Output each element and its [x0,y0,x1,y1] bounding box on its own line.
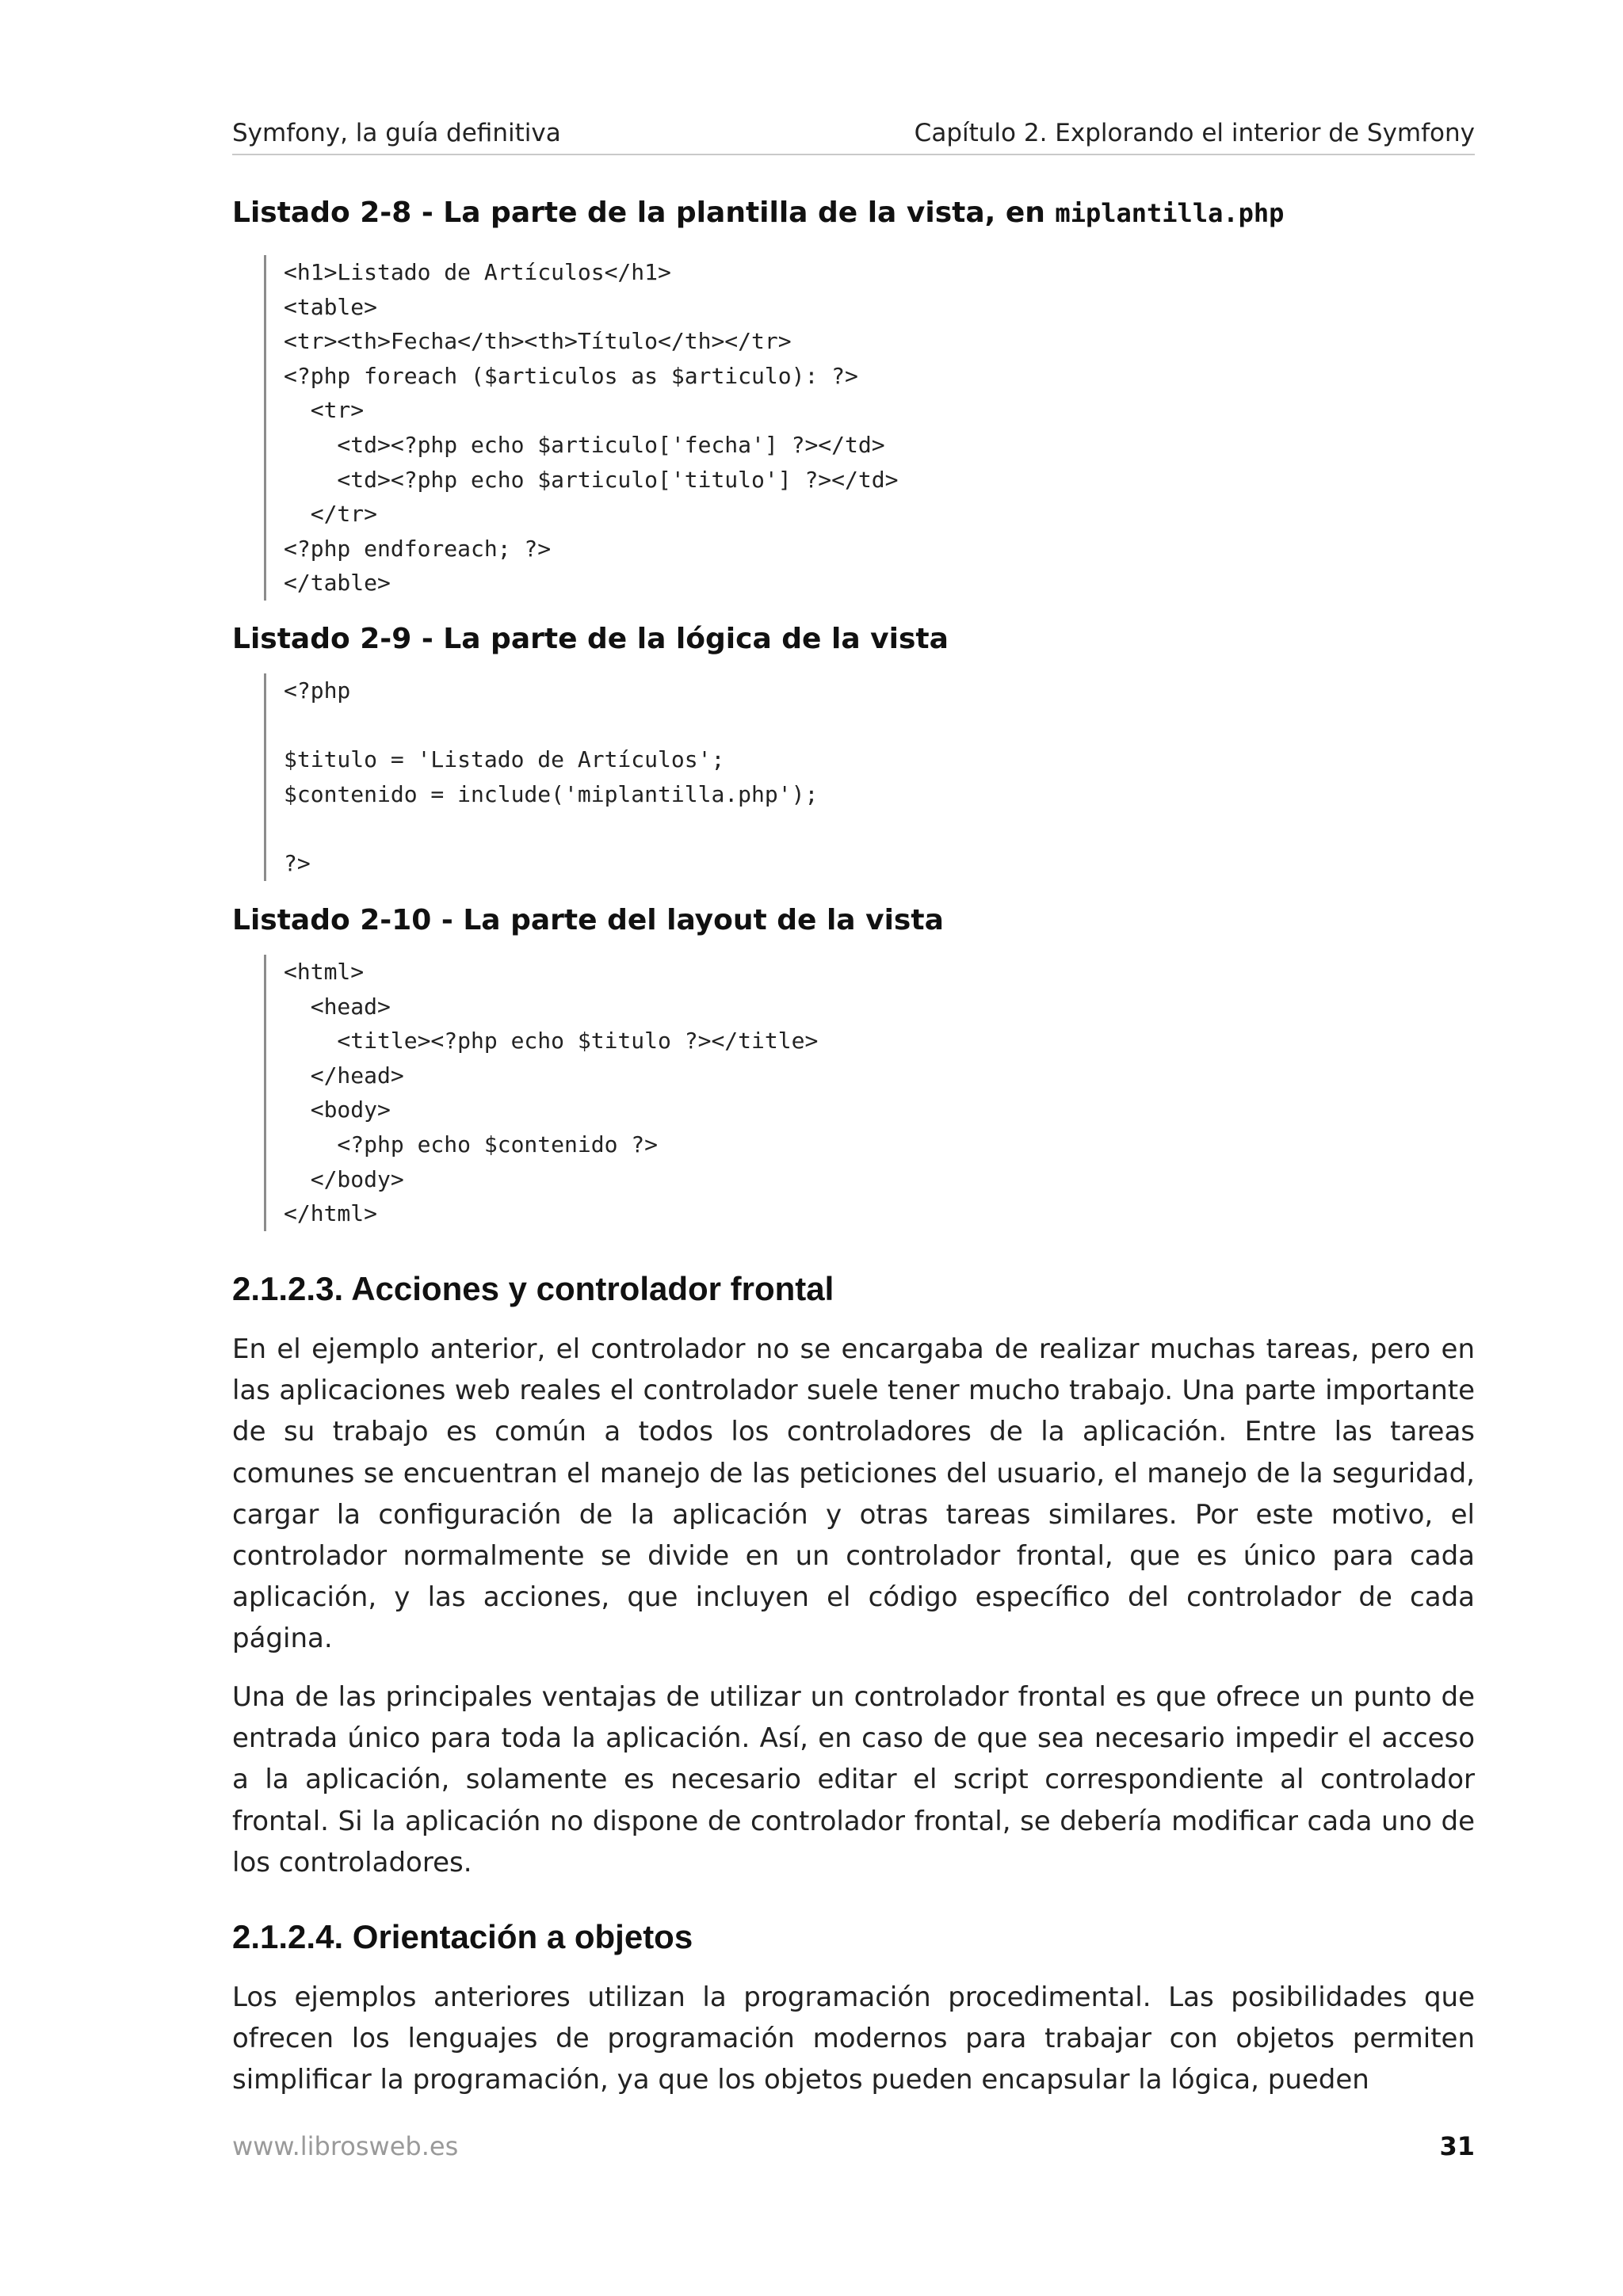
page-header [232,116,1475,155]
code-line [284,708,818,743]
code-line: <?php [284,677,351,704]
code-line: </head> [284,1062,404,1089]
code-line: $contenido = include('miplantilla.php'); [284,780,819,807]
code-line [284,811,818,846]
listing-2-9-title: Listado 2-9 - La parte de la lógica de la vista [232,623,949,655]
code-line: <h1>Listado de Artículos</h1> [284,259,671,285]
code-line: <table> [284,293,378,320]
section-heading-2-1-2-3: 2.1.2.3. Acciones y controlador frontal [232,1270,834,1307]
code-line: <title><?php echo $titulo ?></title> [284,1028,819,1055]
code-block-listing-2-9 [264,673,818,881]
listing-2-8-title [232,196,1284,229]
code-line: <td><?php echo $articulo['fecha'] ?></td> [284,431,885,458]
book-title: Symfony, la guía definitiva [232,119,561,147]
paragraph-front-controller-1: En el ejemplo anterior, el controlador no se encargaba de realizar muchas tareas, pero en las aplicaciones web reales el controlador suele tener mucho trabajo. Una parte importante de su trabajo es común a todos los controladores de la aplicación. Entre las tareas comunes se encuentran el manejo de las peticiones del usuario, el manejo de la seguridad, cargar la configuración de la aplicación y otras tareas similares. Por este motivo, el controlador normalmente se divide en un controlador frontal, que es único para cada aplicación, y las acciones, que incluyen el código específico del controlador de cada página. [232,1333,1475,1655]
code-line: <td><?php echo $articulo['titulo'] ?></td> [284,466,899,493]
code-line: </html> [284,1200,378,1227]
code-line: <?php echo $contenido ?> [284,1131,659,1158]
code-line: </tr> [284,501,378,528]
code-block-listing-2-10 [264,955,818,1231]
code-line: <?php endforeach; ?> [284,535,552,562]
code-line: ?> [284,849,311,876]
chapter-title: Capítulo 2. Explorando el interior de Symfony [914,119,1475,147]
code-block-listing-2-8 [264,255,898,601]
paragraph-front-controller-2: Una de las principales ventajas de utilizar un controlador frontal es que ofrece un punto de entrada único para toda la aplicación. Así, en caso de que sea necesario impedir el acceso a la aplicación, solamente es necesario editar el script correspondiente al controlador frontal. Si la aplicación no dispone de controlador frontal, se debería modificar cada uno de los controladores. [232,1681,1475,1878]
footer-website: www.librosweb.es [232,2131,459,2161]
listing-2-8-filename: miplantilla.php [1055,198,1285,228]
code-line: <html> [284,959,365,985]
code-line: $titulo = 'Listado de Artículos'; [284,746,725,773]
code-line: <tr><th>Fecha</th><th>Título</th></tr> [284,328,792,355]
listing-2-10-title: Listado 2-10 - La parte del layout de la vista [232,904,944,936]
code-line: <body> [284,1097,391,1123]
code-line: </table> [284,570,391,597]
code-line: </body> [284,1165,404,1192]
code-line: <tr> [284,397,365,424]
section-heading-2-1-2-4: 2.1.2.4. Orientación a objetos [232,1918,693,1955]
code-line: <?php foreach ($articulos as $articulo): ?> [284,362,858,389]
listing-2-8-title-text: Listado 2-8 - La parte de la plantilla de la vista, en [232,196,1056,229]
page-number: 31 [1439,2131,1475,2161]
paragraph-object-orientation: Los ejemplos anteriores utilizan la programación procedimental. Las posibilidades que ofrecen los lenguajes de programación modernos para trabajar con objetos permiten simplificar la programación, ya que los objetos pueden encapsular la lógica, pueden [232,1981,1475,2096]
code-line: <head> [284,993,391,1020]
